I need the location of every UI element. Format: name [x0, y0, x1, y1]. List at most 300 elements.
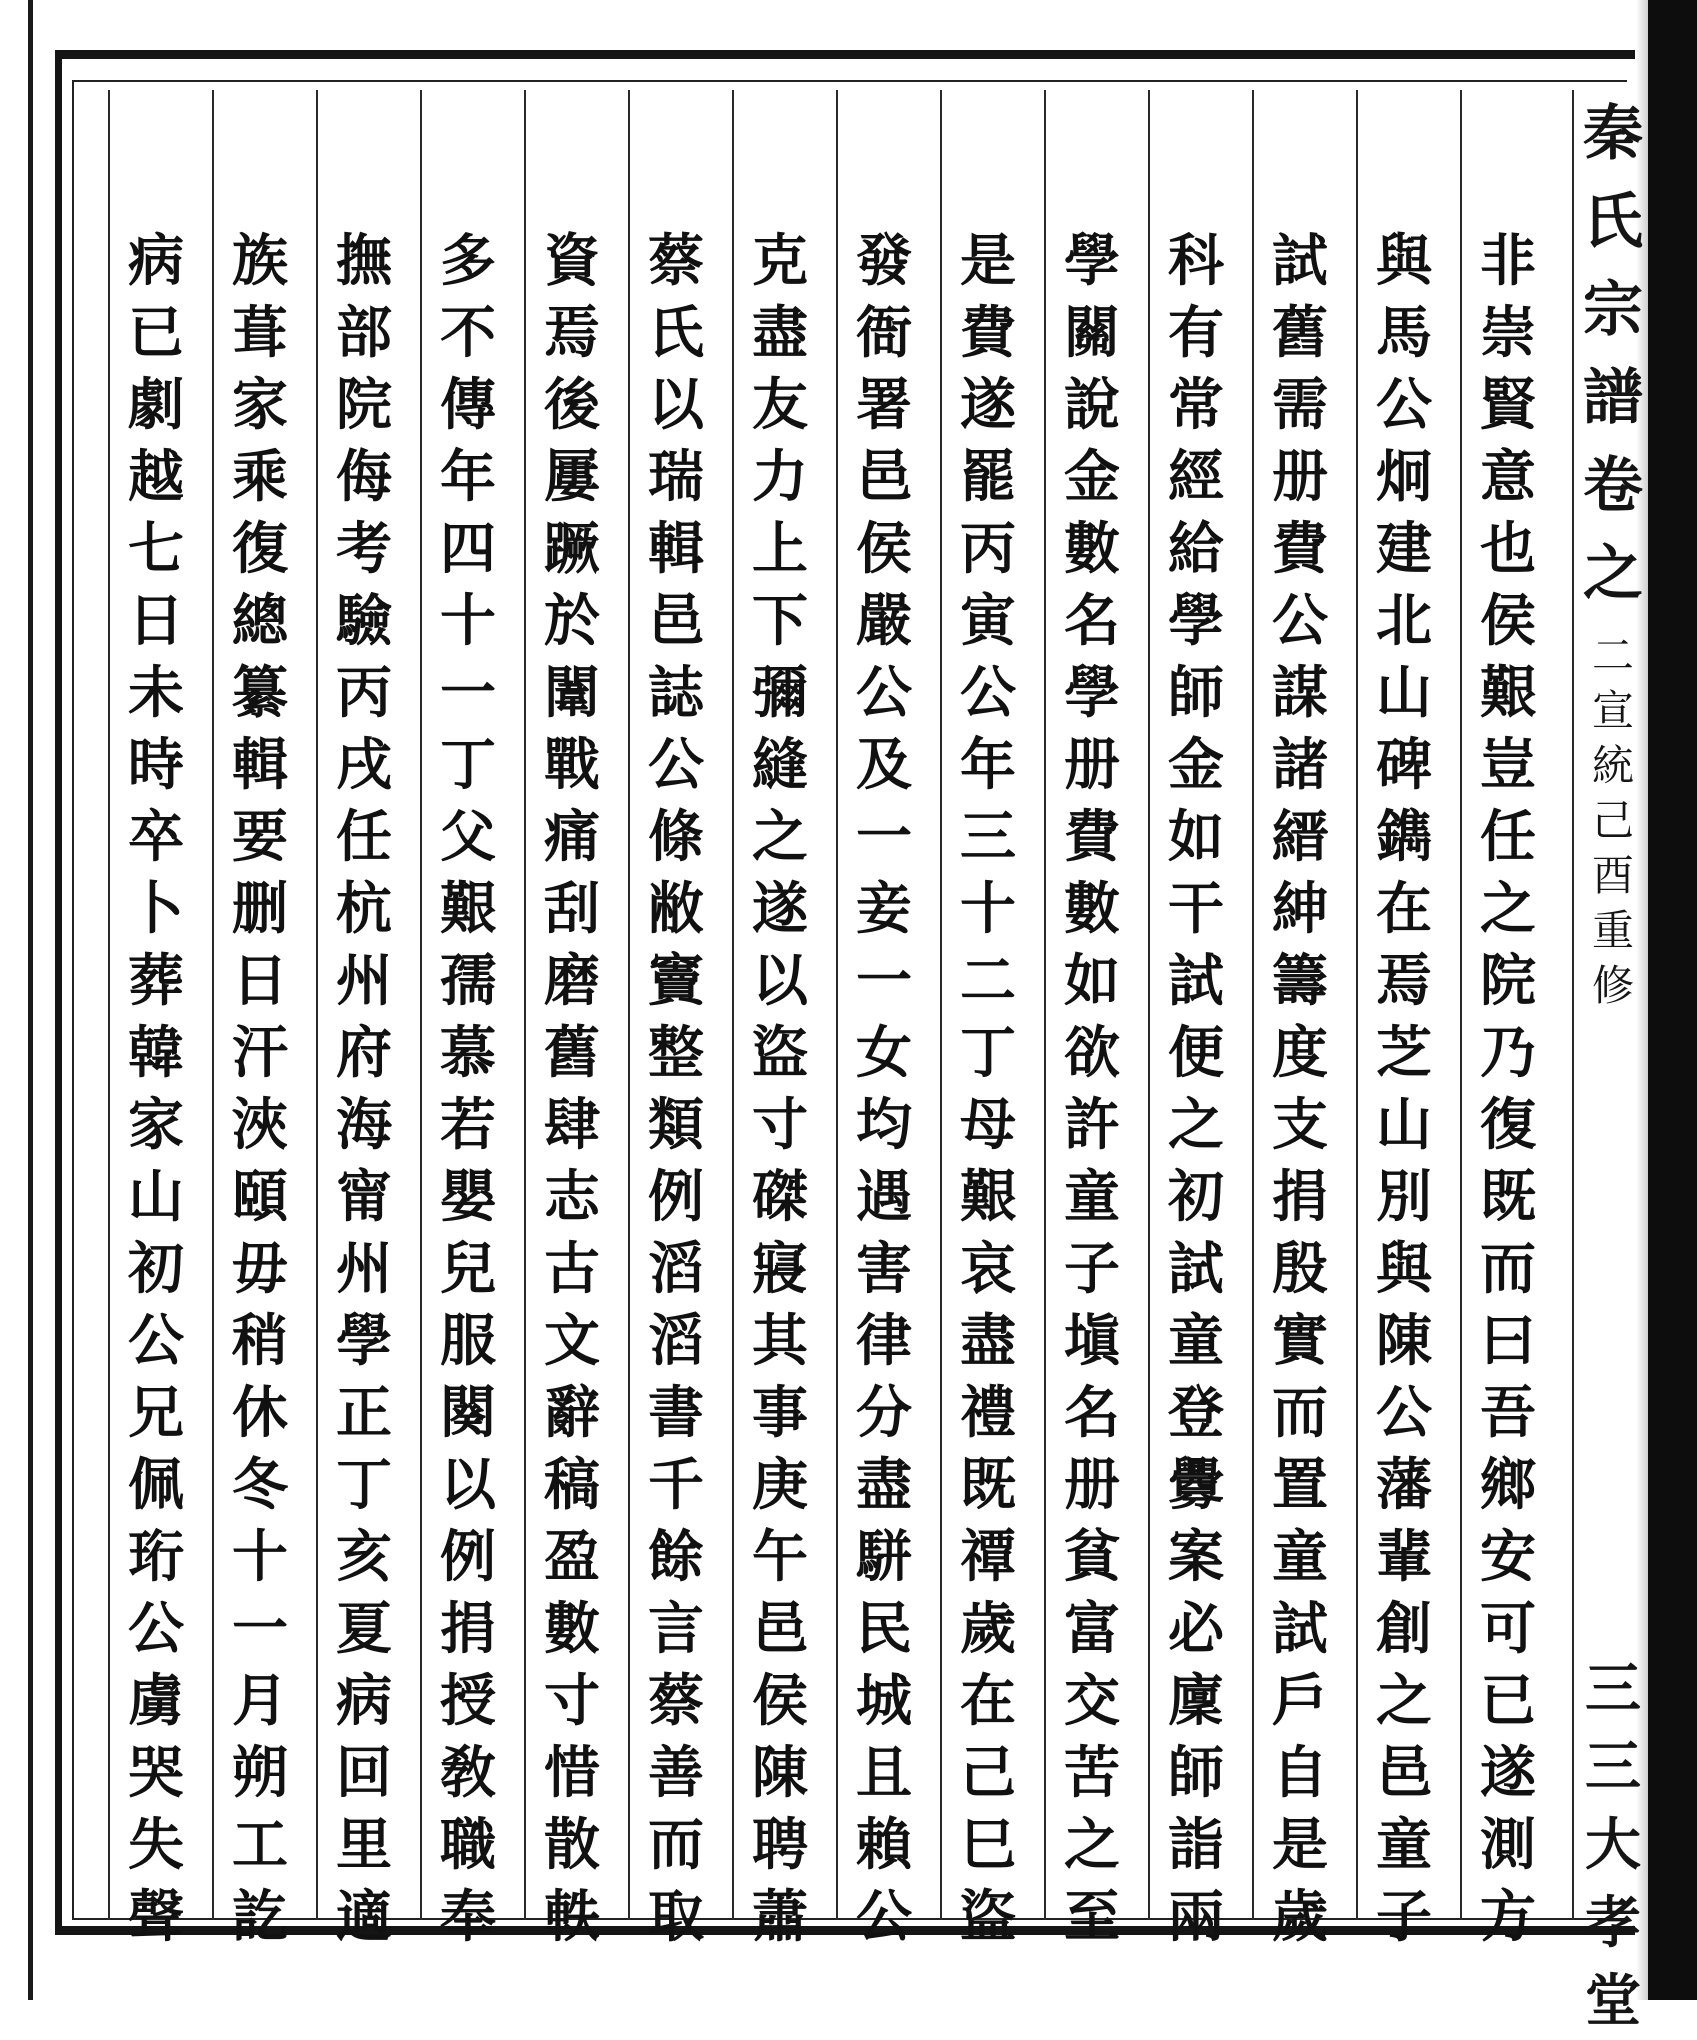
character-glyph: 且 [856, 1740, 912, 1806]
character-glyph: 捐 [440, 1596, 496, 1662]
column-rule [524, 90, 526, 1920]
margin-glyph: 大 [1585, 1812, 1641, 1878]
character-glyph: 日 [128, 588, 184, 654]
character-glyph: 別 [1376, 1164, 1432, 1230]
character-glyph: 傳 [440, 372, 496, 438]
character-glyph: 整 [648, 1020, 704, 1086]
margin-glyph: 宣 [1591, 686, 1634, 735]
character-glyph: 十 [960, 876, 1016, 942]
character-glyph: 志 [544, 1164, 600, 1230]
character-glyph: 病 [128, 228, 184, 294]
text-column [1156, 225, 1236, 1950]
character-glyph: 家 [232, 372, 288, 438]
character-glyph: 科 [1168, 228, 1224, 294]
character-glyph: 交 [1064, 1668, 1120, 1734]
character-glyph: 後 [544, 372, 600, 438]
text-column [948, 225, 1028, 1950]
character-glyph: 父 [440, 804, 496, 870]
character-glyph: 費 [1272, 516, 1328, 582]
text-column [740, 225, 820, 1950]
text-column [428, 225, 508, 1950]
character-glyph: 之 [1376, 1668, 1432, 1734]
character-glyph: 芝 [1376, 1020, 1432, 1086]
character-glyph: 惜 [544, 1740, 600, 1806]
character-glyph: 佩 [128, 1452, 184, 1518]
character-glyph: 安 [1480, 1524, 1536, 1590]
character-glyph: 庚 [752, 1452, 808, 1518]
character-glyph: 支 [1272, 1092, 1328, 1158]
character-glyph: 夏 [336, 1596, 392, 1662]
character-glyph: 哭 [128, 1740, 184, 1806]
character-glyph: 葬 [128, 948, 184, 1014]
character-glyph: 兩 [1168, 1884, 1224, 1950]
character-glyph: 縫 [752, 732, 808, 798]
character-glyph: 彌 [752, 660, 808, 726]
character-glyph: 意 [1480, 444, 1536, 510]
character-glyph: 刮 [544, 876, 600, 942]
margin-glyph: 統 [1591, 741, 1634, 790]
character-glyph: 州 [336, 1236, 392, 1302]
character-glyph: 塡 [1064, 1308, 1120, 1374]
character-glyph: 干 [1168, 876, 1224, 942]
character-glyph: 册 [1064, 1452, 1120, 1518]
character-glyph: 例 [648, 1164, 704, 1230]
character-glyph: 慕 [440, 1020, 496, 1086]
character-glyph: 友 [752, 372, 808, 438]
character-glyph: 公 [960, 660, 1016, 726]
character-glyph: 數 [544, 1596, 600, 1662]
margin-glyph: 氏 [1583, 187, 1643, 257]
character-glyph: 名 [1064, 1380, 1120, 1446]
character-glyph: 邑 [1376, 1740, 1432, 1806]
character-glyph: 善 [648, 1740, 704, 1806]
margin-glyph: 秦 [1583, 99, 1643, 169]
character-glyph: 歲 [1272, 1884, 1328, 1950]
character-glyph: 子 [1064, 1236, 1120, 1302]
character-glyph: 敝 [648, 876, 704, 942]
edition-note [1592, 628, 1634, 1013]
character-glyph: 焉 [544, 300, 600, 366]
column-rule [940, 90, 942, 1920]
character-glyph: 取 [648, 1884, 704, 1950]
character-glyph: 如 [1168, 804, 1224, 870]
character-glyph: 任 [1480, 804, 1536, 870]
text-column [116, 225, 196, 1950]
margin-glyph: 酉 [1591, 851, 1634, 900]
text-column [844, 225, 924, 1950]
character-glyph: 廩 [1168, 1668, 1224, 1734]
character-glyph: 丁 [440, 732, 496, 798]
character-glyph: 駢 [856, 1524, 912, 1590]
character-glyph: 侯 [1480, 588, 1536, 654]
character-glyph: 其 [752, 1308, 808, 1374]
character-glyph: 艱 [960, 1164, 1016, 1230]
character-glyph: 也 [1480, 516, 1536, 582]
character-glyph: 丙 [336, 660, 392, 726]
character-glyph: 艱 [440, 876, 496, 942]
character-glyph: 公 [1376, 372, 1432, 438]
column-rule [1356, 90, 1358, 1920]
margin-glyph: 孝 [1585, 1890, 1641, 1956]
character-glyph: 四 [440, 516, 496, 582]
character-glyph: 總 [232, 588, 288, 654]
character-glyph: 肆 [544, 1092, 600, 1158]
character-glyph: 類 [648, 1092, 704, 1158]
character-glyph: 一 [440, 660, 496, 726]
character-glyph: 方 [1480, 1884, 1536, 1950]
character-glyph: 考 [336, 516, 392, 582]
column-rule [1572, 90, 1574, 1920]
margin-glyph: 之 [1583, 539, 1643, 609]
character-glyph: 城 [856, 1668, 912, 1734]
margin-glyph: 堂 [1585, 1968, 1641, 2034]
character-glyph: 害 [856, 1236, 912, 1302]
character-glyph: 寅 [960, 588, 1016, 654]
character-glyph: 杭 [336, 876, 392, 942]
column-rule [732, 90, 734, 1920]
character-glyph: 午 [752, 1524, 808, 1590]
character-glyph: 服 [440, 1308, 496, 1374]
character-glyph: 歲 [960, 1596, 1016, 1662]
column-rule [1148, 90, 1150, 1920]
character-glyph: 初 [128, 1236, 184, 1302]
character-glyph: 稿 [544, 1452, 600, 1518]
character-glyph: 府 [336, 1020, 392, 1086]
character-glyph: 纂 [232, 660, 288, 726]
character-glyph: 月 [232, 1668, 288, 1734]
character-glyph: 不 [440, 300, 496, 366]
character-glyph: 家 [128, 1092, 184, 1158]
character-glyph: 毋 [232, 1236, 288, 1302]
character-glyph: 若 [440, 1092, 496, 1158]
character-glyph: 侯 [856, 516, 912, 582]
character-glyph: 戰 [544, 732, 600, 798]
character-glyph: 公 [128, 1308, 184, 1374]
character-glyph: 置 [1272, 1452, 1328, 1518]
character-glyph: 未 [128, 660, 184, 726]
character-glyph: 輩 [1376, 1524, 1432, 1590]
character-glyph: 可 [1480, 1596, 1536, 1662]
character-glyph: 鄉 [1480, 1452, 1536, 1518]
character-glyph: 金 [1064, 444, 1120, 510]
character-glyph: 删 [232, 876, 288, 942]
character-glyph: 北 [1376, 588, 1432, 654]
character-glyph: 誌 [648, 660, 704, 726]
character-glyph: 欲 [1064, 1020, 1120, 1086]
column-rule [628, 90, 630, 1920]
character-glyph: 侯 [752, 1668, 808, 1734]
column-rule [420, 90, 422, 1920]
character-glyph: 冬 [232, 1452, 288, 1518]
character-glyph: 力 [752, 444, 808, 510]
character-glyph: 陳 [1376, 1308, 1432, 1374]
character-glyph: 任 [336, 804, 392, 870]
character-glyph: 已 [1480, 1668, 1536, 1734]
character-glyph: 院 [336, 372, 392, 438]
character-glyph: 給 [1168, 516, 1224, 582]
margin-glyph: 譜 [1583, 363, 1643, 433]
character-glyph: 釁 [1168, 1452, 1224, 1518]
column-rule [1460, 90, 1462, 1920]
character-glyph: 書 [648, 1380, 704, 1446]
character-glyph: 滔 [648, 1236, 704, 1302]
character-glyph: 案 [1168, 1524, 1224, 1590]
page-margin-strip [1578, 80, 1648, 2034]
character-glyph: 屢 [544, 444, 600, 510]
character-glyph: 試 [1168, 948, 1224, 1014]
character-glyph: 常 [1168, 372, 1224, 438]
character-glyph: 學 [1064, 660, 1120, 726]
character-glyph: 童 [1064, 1164, 1120, 1230]
character-glyph: 謀 [1272, 660, 1328, 726]
character-glyph: 蔡 [648, 1668, 704, 1734]
character-glyph: 數 [1064, 876, 1120, 942]
character-glyph: 授 [440, 1668, 496, 1734]
character-glyph: 册 [1064, 732, 1120, 798]
character-glyph: 曰 [1480, 1308, 1536, 1374]
character-glyph: 甯 [336, 1164, 392, 1230]
character-glyph: 公 [856, 660, 912, 726]
character-glyph: 學 [1168, 588, 1224, 654]
character-glyph: 在 [960, 1668, 1016, 1734]
character-glyph: 瑞 [648, 444, 704, 510]
column-rule [212, 90, 214, 1920]
character-glyph: 辭 [544, 1380, 600, 1446]
column-rule [1252, 90, 1254, 1920]
character-glyph: 下 [752, 588, 808, 654]
character-glyph: 籌 [1272, 948, 1328, 1014]
character-glyph: 竇 [648, 948, 704, 1014]
character-glyph: 以 [440, 1452, 496, 1518]
character-glyph: 在 [1376, 876, 1432, 942]
character-glyph: 卜 [128, 876, 184, 942]
character-glyph: 虜 [128, 1668, 184, 1734]
character-glyph: 遇 [856, 1164, 912, 1230]
character-glyph: 兄 [128, 1380, 184, 1446]
character-glyph: 山 [1376, 660, 1432, 726]
character-glyph: 十 [232, 1524, 288, 1590]
character-glyph: 言 [648, 1596, 704, 1662]
character-glyph: 丙 [960, 516, 1016, 582]
character-glyph: 散 [544, 1812, 600, 1878]
character-glyph: 是 [960, 228, 1016, 294]
character-glyph: 必 [1168, 1596, 1224, 1662]
character-glyph: 克 [752, 228, 808, 294]
character-glyph: 州 [336, 948, 392, 1014]
character-glyph: 均 [856, 1092, 912, 1158]
character-glyph: 盡 [960, 1308, 1016, 1374]
character-glyph: 賢 [1480, 372, 1536, 438]
character-glyph: 與 [1376, 228, 1432, 294]
character-glyph: 捐 [1272, 1164, 1328, 1230]
character-glyph: 撫 [336, 228, 392, 294]
character-glyph: 病 [336, 1668, 392, 1734]
character-glyph: 炯 [1376, 444, 1432, 510]
character-glyph: 汗 [232, 1020, 288, 1086]
character-glyph: 兒 [440, 1236, 496, 1302]
character-glyph: 丁 [336, 1452, 392, 1518]
character-glyph: 子 [1376, 1884, 1432, 1950]
character-glyph: 邑 [856, 444, 912, 510]
character-glyph: 便 [1168, 1020, 1224, 1086]
character-glyph: 非 [1480, 228, 1536, 294]
character-glyph: 如 [1064, 948, 1120, 1014]
character-glyph: 殷 [1272, 1236, 1328, 1302]
character-glyph: 登 [1168, 1380, 1224, 1446]
character-glyph: 乘 [232, 444, 288, 510]
character-glyph: 師 [1168, 1740, 1224, 1806]
character-glyph: 及 [856, 732, 912, 798]
character-glyph: 敎 [440, 1740, 496, 1806]
character-glyph: 碑 [1376, 732, 1432, 798]
character-glyph: 戌 [336, 732, 392, 798]
character-glyph: 頤 [232, 1164, 288, 1230]
character-glyph: 珩 [128, 1524, 184, 1590]
character-glyph: 訖 [232, 1884, 288, 1950]
character-glyph: 盈 [544, 1524, 600, 1590]
character-glyph: 名 [1064, 588, 1120, 654]
character-glyph: 文 [544, 1308, 600, 1374]
character-glyph: 例 [440, 1524, 496, 1590]
character-glyph: 工 [232, 1812, 288, 1878]
character-glyph: 既 [960, 1452, 1016, 1518]
character-glyph: 自 [1272, 1740, 1328, 1806]
character-glyph: 遂 [1480, 1740, 1536, 1806]
character-glyph: 多 [440, 228, 496, 294]
column-rule [836, 90, 838, 1920]
character-glyph: 一 [232, 1596, 288, 1662]
character-glyph: 發 [856, 228, 912, 294]
character-glyph: 吾 [1480, 1380, 1536, 1446]
text-column [1052, 225, 1132, 1950]
character-glyph: 試 [1272, 1596, 1328, 1662]
character-glyph: 族 [232, 228, 288, 294]
character-glyph: 數 [1064, 516, 1120, 582]
character-glyph: 日 [232, 948, 288, 1014]
character-glyph: 七 [128, 516, 184, 582]
character-glyph: 嚴 [856, 588, 912, 654]
character-glyph: 之 [1168, 1092, 1224, 1158]
character-glyph: 劇 [128, 372, 184, 438]
character-glyph: 罷 [960, 444, 1016, 510]
character-glyph: 艱 [1480, 660, 1536, 726]
folio-and-hall-name [1585, 1650, 1641, 2040]
character-glyph: 說 [1064, 372, 1120, 438]
margin-glyph: 三 [1585, 1656, 1641, 1722]
character-glyph: 公 [128, 1596, 184, 1662]
character-glyph: 至 [1064, 1884, 1120, 1950]
character-glyph: 嬰 [440, 1164, 496, 1230]
margin-glyph: 二 [1591, 631, 1634, 680]
character-glyph: 以 [752, 948, 808, 1014]
text-column [1468, 225, 1548, 1950]
character-glyph: 休 [232, 1380, 288, 1446]
character-glyph: 院 [1480, 948, 1536, 1014]
character-glyph: 闋 [440, 1380, 496, 1446]
character-glyph: 馬 [1376, 300, 1432, 366]
character-glyph: 豈 [1480, 732, 1536, 798]
character-glyph: 蕭 [752, 1884, 808, 1950]
character-glyph: 遂 [752, 876, 808, 942]
character-glyph: 磨 [544, 948, 600, 1014]
text-column [324, 225, 404, 1950]
character-glyph: 輯 [232, 732, 288, 798]
character-glyph: 稍 [232, 1308, 288, 1374]
character-glyph: 公 [856, 1884, 912, 1950]
character-glyph: 母 [960, 1092, 1016, 1158]
character-glyph: 寢 [752, 1236, 808, 1302]
character-glyph: 復 [1480, 1092, 1536, 1158]
character-glyph: 卒 [128, 804, 184, 870]
character-glyph: 一 [856, 948, 912, 1014]
character-glyph: 邑 [648, 588, 704, 654]
character-glyph: 陳 [752, 1740, 808, 1806]
character-glyph: 朔 [232, 1740, 288, 1806]
character-glyph: 輯 [648, 516, 704, 582]
character-glyph: 磔 [752, 1164, 808, 1230]
text-column [220, 225, 300, 1950]
character-glyph: 之 [1064, 1812, 1120, 1878]
character-glyph: 度 [1272, 1020, 1328, 1086]
character-glyph: 律 [856, 1308, 912, 1374]
character-glyph: 海 [336, 1092, 392, 1158]
character-glyph: 經 [1168, 444, 1224, 510]
character-glyph: 藩 [1376, 1452, 1432, 1518]
character-glyph: 費 [960, 300, 1016, 366]
character-glyph: 崇 [1480, 300, 1536, 366]
character-glyph: 公 [1272, 588, 1328, 654]
character-glyph: 富 [1064, 1596, 1120, 1662]
character-glyph: 部 [336, 300, 392, 366]
character-glyph: 賴 [856, 1812, 912, 1878]
character-glyph: 舊 [544, 1020, 600, 1086]
character-glyph: 戶 [1272, 1668, 1328, 1734]
character-glyph: 禮 [960, 1380, 1016, 1446]
character-glyph: 寸 [752, 1092, 808, 1158]
character-glyph: 奉 [440, 1884, 496, 1950]
column-rule [1044, 90, 1046, 1920]
character-glyph: 於 [544, 588, 600, 654]
character-glyph: 千 [648, 1452, 704, 1518]
character-glyph: 試 [1272, 228, 1328, 294]
character-glyph: 驗 [336, 588, 392, 654]
character-glyph: 里 [336, 1812, 392, 1878]
character-glyph: 古 [544, 1236, 600, 1302]
character-glyph: 測 [1480, 1812, 1536, 1878]
margin-glyph: 重 [1591, 906, 1634, 955]
character-glyph: 女 [856, 1020, 912, 1086]
column-rule [108, 90, 110, 1920]
character-glyph: 金 [1168, 732, 1224, 798]
character-glyph: 山 [1376, 1092, 1432, 1158]
character-glyph: 之 [1480, 876, 1536, 942]
character-glyph: 盜 [960, 1884, 1016, 1950]
character-glyph: 公 [1376, 1380, 1432, 1446]
character-glyph: 實 [1272, 1308, 1328, 1374]
character-glyph: 師 [1168, 660, 1224, 726]
character-glyph: 民 [856, 1596, 912, 1662]
character-glyph: 侮 [336, 444, 392, 510]
character-glyph: 復 [232, 516, 288, 582]
character-glyph: 學 [1064, 228, 1120, 294]
character-glyph: 許 [1064, 1092, 1120, 1158]
character-glyph: 要 [232, 804, 288, 870]
character-glyph: 時 [128, 732, 184, 798]
character-glyph: 創 [1376, 1596, 1432, 1662]
character-glyph: 二 [960, 948, 1016, 1014]
character-glyph: 闈 [544, 660, 600, 726]
character-glyph: 蔡 [648, 228, 704, 294]
